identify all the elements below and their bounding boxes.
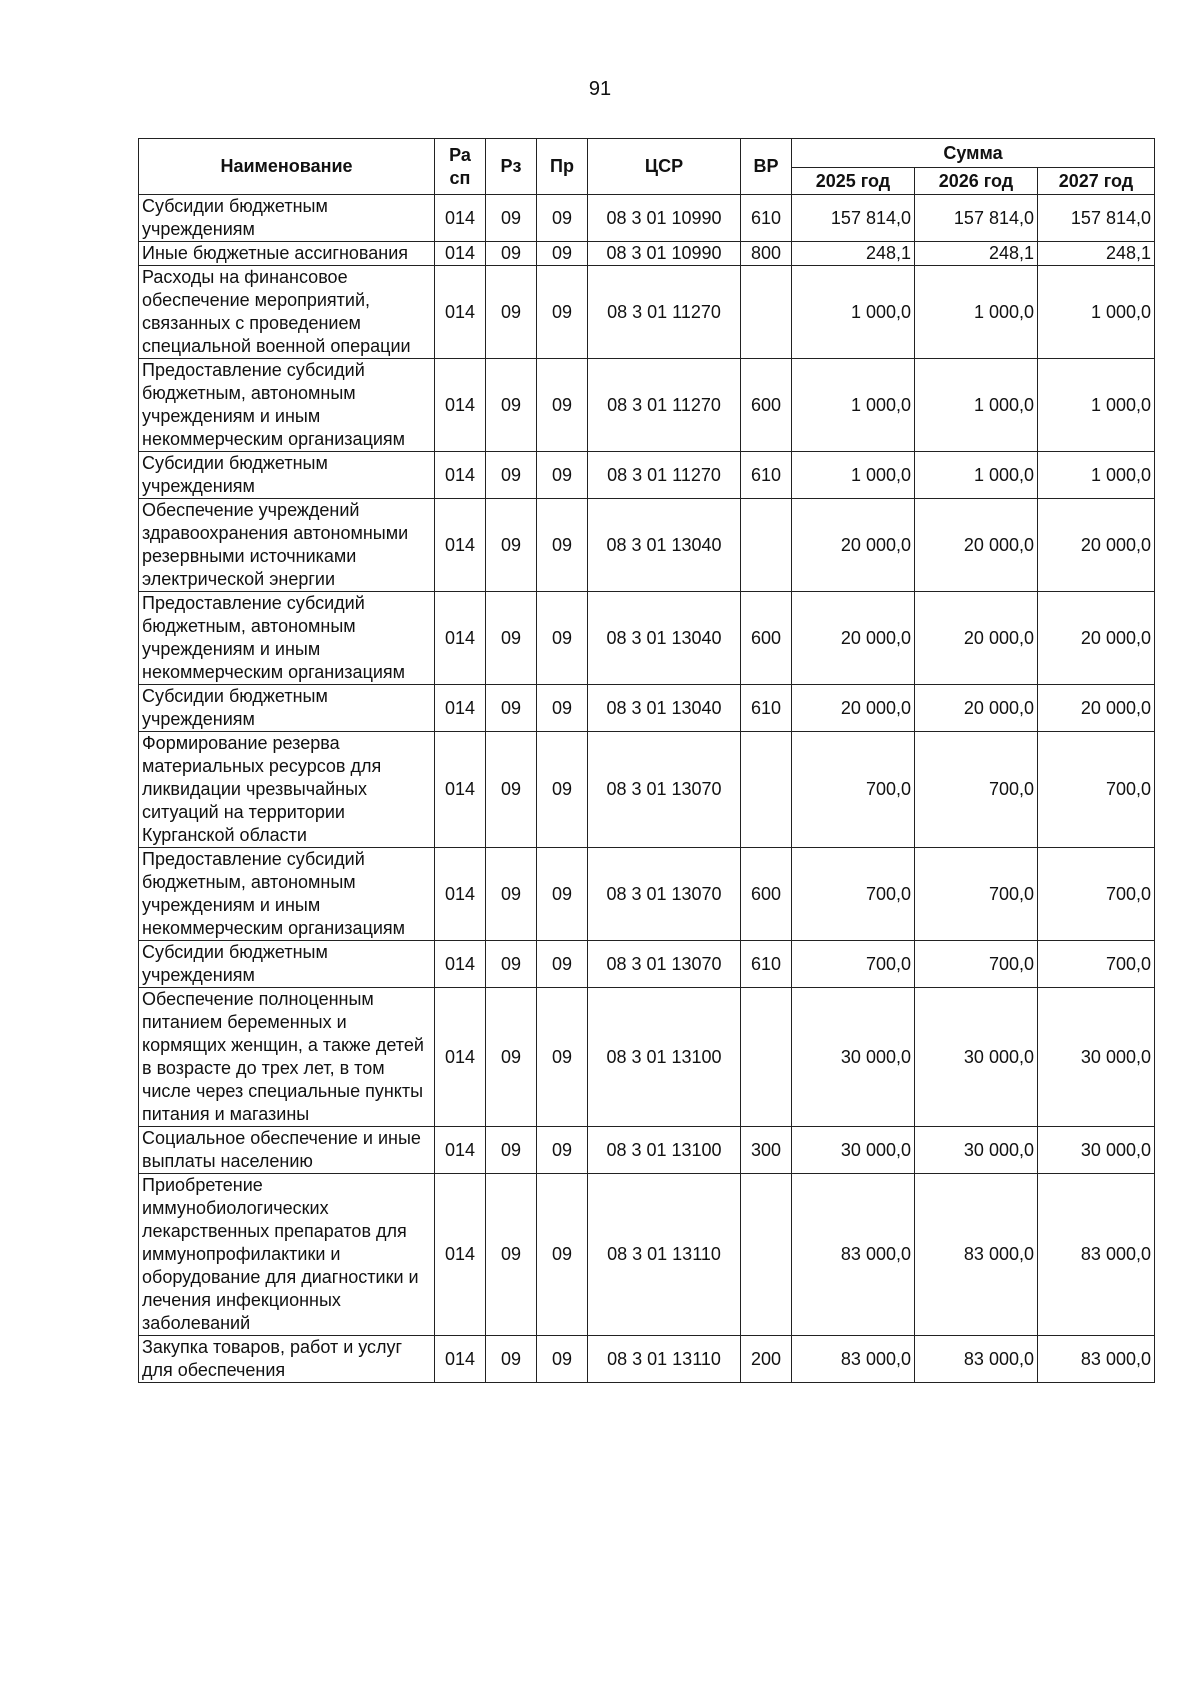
cell-vr: 610 xyxy=(741,941,792,988)
cell-2025: 700,0 xyxy=(792,848,915,941)
cell-vr: 610 xyxy=(741,452,792,499)
cell-2025: 1 000,0 xyxy=(792,359,915,452)
cell-vr xyxy=(741,732,792,848)
cell-rasp: 014 xyxy=(435,359,486,452)
cell-2026: 700,0 xyxy=(915,848,1038,941)
table-row xyxy=(139,848,1155,941)
cell-2027: 30 000,0 xyxy=(1038,1127,1155,1174)
cell-name: Субсидии бюджетным учреждениям xyxy=(139,941,435,988)
cell-2026: 700,0 xyxy=(915,732,1038,848)
cell-rz: 09 xyxy=(486,1174,537,1336)
table-row xyxy=(139,592,1155,685)
cell-vr: 800 xyxy=(741,242,792,266)
cell-csr: 08 3 01 11270 xyxy=(588,266,741,359)
cell-2027: 1 000,0 xyxy=(1038,452,1155,499)
cell-2026: 1 000,0 xyxy=(915,359,1038,452)
cell-2025: 248,1 xyxy=(792,242,915,266)
cell-csr: 08 3 01 13110 xyxy=(588,1336,741,1383)
cell-csr: 08 3 01 10990 xyxy=(588,195,741,242)
cell-name: Предоставление субсидий бюджетным, автономным учреждениям и иным некоммерческим организациям xyxy=(139,592,435,685)
cell-2027: 700,0 xyxy=(1038,732,1155,848)
cell-name: Предоставление субсидий бюджетным, автономным учреждениям и иным некоммерческим организациям xyxy=(139,848,435,941)
table-row xyxy=(139,242,1155,266)
cell-rz: 09 xyxy=(486,266,537,359)
cell-rasp: 014 xyxy=(435,685,486,732)
cell-2025: 1 000,0 xyxy=(792,266,915,359)
cell-2025: 20 000,0 xyxy=(792,499,915,592)
cell-rz: 09 xyxy=(486,359,537,452)
cell-pr: 09 xyxy=(537,732,588,848)
cell-vr xyxy=(741,266,792,359)
table-row xyxy=(139,266,1155,359)
cell-rz: 09 xyxy=(486,452,537,499)
cell-2025: 157 814,0 xyxy=(792,195,915,242)
cell-2025: 700,0 xyxy=(792,732,915,848)
cell-rasp: 014 xyxy=(435,732,486,848)
cell-rasp: 014 xyxy=(435,266,486,359)
cell-rasp: 014 xyxy=(435,499,486,592)
header-pr: Пр xyxy=(537,139,588,195)
cell-2025: 20 000,0 xyxy=(792,685,915,732)
cell-rasp: 014 xyxy=(435,1336,486,1383)
cell-csr: 08 3 01 13070 xyxy=(588,941,741,988)
cell-2026: 700,0 xyxy=(915,941,1038,988)
cell-2025: 30 000,0 xyxy=(792,1127,915,1174)
cell-rasp: 014 xyxy=(435,988,486,1127)
cell-2027: 700,0 xyxy=(1038,848,1155,941)
cell-rasp: 014 xyxy=(435,242,486,266)
table-row xyxy=(139,452,1155,499)
cell-rz: 09 xyxy=(486,732,537,848)
cell-pr: 09 xyxy=(537,195,588,242)
table-row xyxy=(139,359,1155,452)
cell-pr: 09 xyxy=(537,592,588,685)
cell-2026: 30 000,0 xyxy=(915,988,1038,1127)
cell-2026: 1 000,0 xyxy=(915,266,1038,359)
cell-name: Социальное обеспечение и иные выплаты населению xyxy=(139,1127,435,1174)
cell-csr: 08 3 01 13070 xyxy=(588,732,741,848)
header-name: Наименование xyxy=(139,139,435,195)
cell-vr: 600 xyxy=(741,592,792,685)
table-row xyxy=(139,685,1155,732)
cell-2025: 83 000,0 xyxy=(792,1336,915,1383)
table-body xyxy=(139,195,1155,1383)
table-row xyxy=(139,1336,1155,1383)
cell-rz: 09 xyxy=(486,988,537,1127)
cell-rasp: 014 xyxy=(435,195,486,242)
header-csr: ЦСР xyxy=(588,139,741,195)
cell-pr: 09 xyxy=(537,359,588,452)
cell-pr: 09 xyxy=(537,242,588,266)
cell-2027: 83 000,0 xyxy=(1038,1174,1155,1336)
header-rasp: Ра сп xyxy=(435,139,486,195)
cell-pr: 09 xyxy=(537,499,588,592)
cell-name: Формирование резерва материальных ресурсов для ликвидации чрезвычайных ситуаций на территории Курганской области xyxy=(139,732,435,848)
cell-2025: 30 000,0 xyxy=(792,988,915,1127)
budget-table xyxy=(138,138,1155,1383)
cell-2027: 20 000,0 xyxy=(1038,499,1155,592)
cell-vr: 600 xyxy=(741,848,792,941)
cell-2027: 700,0 xyxy=(1038,941,1155,988)
cell-2026: 30 000,0 xyxy=(915,1127,1038,1174)
cell-csr: 08 3 01 11270 xyxy=(588,359,741,452)
cell-name: Субсидии бюджетным учреждениям xyxy=(139,452,435,499)
cell-pr: 09 xyxy=(537,848,588,941)
cell-rz: 09 xyxy=(486,242,537,266)
page-number: 91 xyxy=(588,78,612,100)
cell-csr: 08 3 01 11270 xyxy=(588,452,741,499)
cell-2026: 83 000,0 xyxy=(915,1336,1038,1383)
cell-rasp: 014 xyxy=(435,1174,486,1336)
cell-name: Иные бюджетные ассигнования xyxy=(139,242,435,266)
cell-csr: 08 3 01 13100 xyxy=(588,1127,741,1174)
cell-pr: 09 xyxy=(537,941,588,988)
cell-vr: 200 xyxy=(741,1336,792,1383)
cell-2027: 20 000,0 xyxy=(1038,685,1155,732)
table-row xyxy=(139,195,1155,242)
table-row xyxy=(139,1174,1155,1336)
cell-vr xyxy=(741,1174,792,1336)
cell-csr: 08 3 01 10990 xyxy=(588,242,741,266)
cell-2025: 700,0 xyxy=(792,941,915,988)
cell-name: Закупка товаров, работ и услуг для обеспечения xyxy=(139,1336,435,1383)
header-year-2026: 2026 год xyxy=(915,168,1038,195)
cell-rz: 09 xyxy=(486,195,537,242)
cell-pr: 09 xyxy=(537,452,588,499)
cell-2026: 157 814,0 xyxy=(915,195,1038,242)
cell-rz: 09 xyxy=(486,685,537,732)
cell-csr: 08 3 01 13070 xyxy=(588,848,741,941)
cell-csr: 08 3 01 13110 xyxy=(588,1174,741,1336)
table-row xyxy=(139,732,1155,848)
table-header xyxy=(139,139,1155,195)
cell-pr: 09 xyxy=(537,1127,588,1174)
cell-vr: 610 xyxy=(741,685,792,732)
cell-name: Субсидии бюджетным учреждениям xyxy=(139,195,435,242)
cell-2026: 248,1 xyxy=(915,242,1038,266)
table-row xyxy=(139,499,1155,592)
cell-2025: 1 000,0 xyxy=(792,452,915,499)
cell-pr: 09 xyxy=(537,266,588,359)
cell-name: Расходы на финансовое обеспечение мероприятий, связанных с проведением специальной военной операции xyxy=(139,266,435,359)
cell-vr xyxy=(741,499,792,592)
cell-pr: 09 xyxy=(537,988,588,1127)
cell-2027: 30 000,0 xyxy=(1038,988,1155,1127)
cell-rz: 09 xyxy=(486,941,537,988)
cell-2026: 1 000,0 xyxy=(915,452,1038,499)
cell-rz: 09 xyxy=(486,1336,537,1383)
cell-csr: 08 3 01 13040 xyxy=(588,499,741,592)
header-year-2025: 2025 год xyxy=(792,168,915,195)
cell-2027: 20 000,0 xyxy=(1038,592,1155,685)
cell-vr xyxy=(741,988,792,1127)
table-row xyxy=(139,1127,1155,1174)
cell-rz: 09 xyxy=(486,1127,537,1174)
cell-rasp: 014 xyxy=(435,941,486,988)
cell-rz: 09 xyxy=(486,499,537,592)
cell-2027: 1 000,0 xyxy=(1038,359,1155,452)
table-row xyxy=(139,941,1155,988)
cell-2027: 248,1 xyxy=(1038,242,1155,266)
cell-name: Обеспечение учреждений здравоохранения автономными резервными источниками электрической энергии xyxy=(139,499,435,592)
cell-name: Приобретение иммунобиологических лекарственных препаратов для иммунопрофилактики и оборудование для диагностики и лечения инфекционных заболеваний xyxy=(139,1174,435,1336)
cell-pr: 09 xyxy=(537,685,588,732)
cell-2026: 83 000,0 xyxy=(915,1174,1038,1336)
cell-rasp: 014 xyxy=(435,592,486,685)
cell-2026: 20 000,0 xyxy=(915,685,1038,732)
cell-vr: 610 xyxy=(741,195,792,242)
cell-2026: 20 000,0 xyxy=(915,592,1038,685)
cell-rasp: 014 xyxy=(435,1127,486,1174)
cell-csr: 08 3 01 13040 xyxy=(588,685,741,732)
cell-name: Обеспечение полноценным питанием беременных и кормящих женщин, а также детей в возрасте до трех лет, в том числе через специальные пункты питания и магазины xyxy=(139,988,435,1127)
cell-vr: 300 xyxy=(741,1127,792,1174)
cell-2025: 20 000,0 xyxy=(792,592,915,685)
cell-name: Субсидии бюджетным учреждениям xyxy=(139,685,435,732)
cell-vr: 600 xyxy=(741,359,792,452)
header-sum: Сумма xyxy=(792,139,1155,168)
cell-rz: 09 xyxy=(486,592,537,685)
header-year-2027: 2027 год xyxy=(1038,168,1155,195)
header-rz: Рз xyxy=(486,139,537,195)
cell-2026: 20 000,0 xyxy=(915,499,1038,592)
cell-2025: 83 000,0 xyxy=(792,1174,915,1336)
header-vr: ВР xyxy=(741,139,792,195)
cell-csr: 08 3 01 13100 xyxy=(588,988,741,1127)
cell-pr: 09 xyxy=(537,1336,588,1383)
cell-rasp: 014 xyxy=(435,452,486,499)
cell-2027: 157 814,0 xyxy=(1038,195,1155,242)
cell-2027: 1 000,0 xyxy=(1038,266,1155,359)
cell-rasp: 014 xyxy=(435,848,486,941)
cell-pr: 09 xyxy=(537,1174,588,1336)
cell-name: Предоставление субсидий бюджетным, автономным учреждениям и иным некоммерческим организациям xyxy=(139,359,435,452)
cell-rz: 09 xyxy=(486,848,537,941)
table-row xyxy=(139,988,1155,1127)
cell-2027: 83 000,0 xyxy=(1038,1336,1155,1383)
cell-csr: 08 3 01 13040 xyxy=(588,592,741,685)
